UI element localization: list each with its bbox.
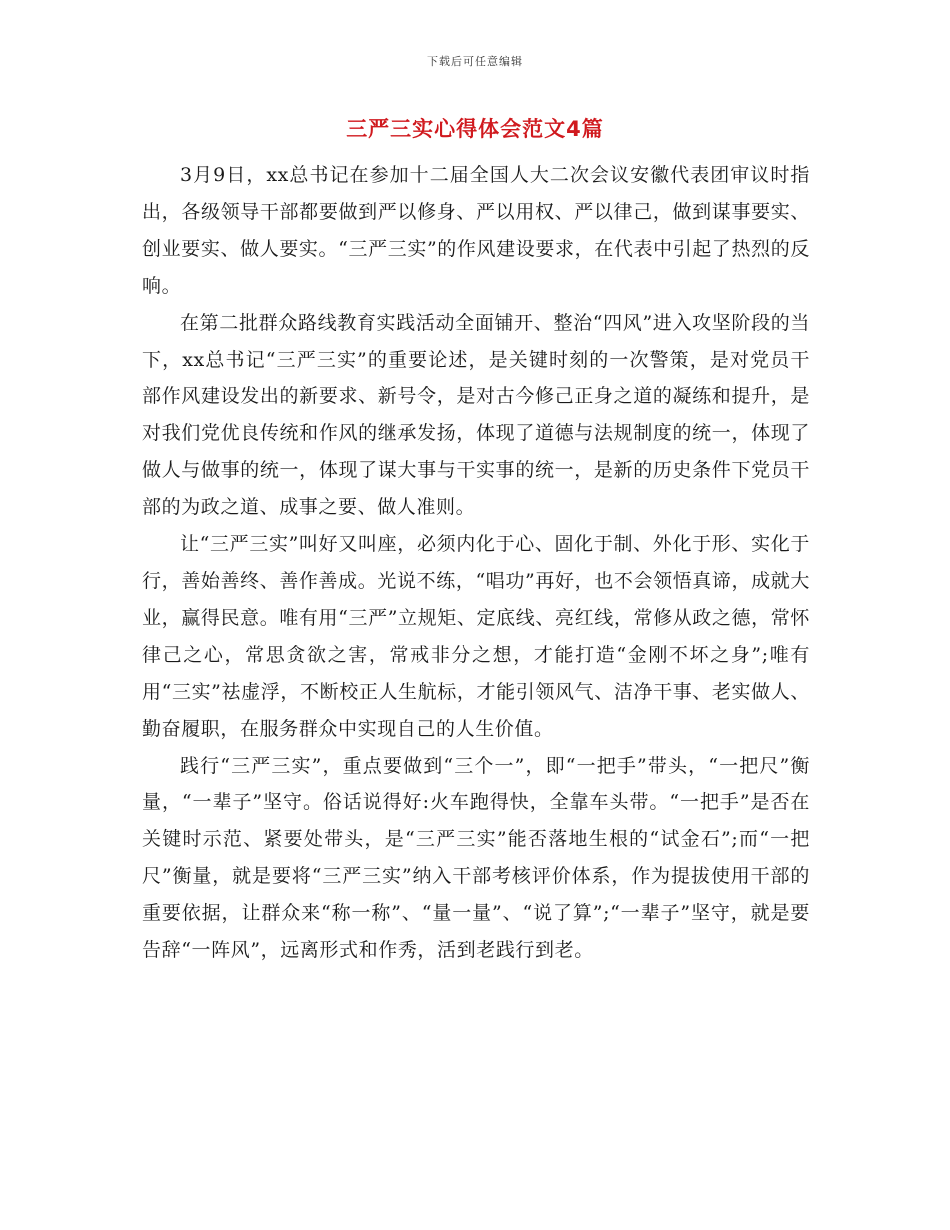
paragraph-4: 践行“三严三实”，重点要做到“三个一”，即“一把手”带头，“一把尺”衡量，“一辈子”坚守。俗话说得好:火车跑得快，全靠车头带。“一把手”是否在关键时示范、紧要处带头，是“三严三实”能否落地生根的“试金石”;而“一把尺”衡量，就是要将“三严三实”纳入干部考核评价体系，作为提拔使用干部的重要依据，让群众来“称一称”、“量一量”、“说了算”;“一辈子”坚守，就是要告辞“一阵风”，远离形式和作秀，活到老践行到老。 <box>142 754 810 962</box>
document-title: 三严三实心得体会范文4篇 <box>346 117 604 141</box>
paragraph-2: 在第二批群众路线教育实践活动全面铺开、整治“四风”进入攻坚阶段的当下，xx总书记“三严三实”的重要论述，是关键时刻的一次警策，是对党员干部作风建设发出的新要求、新号令，是对古今修己正身之道的凝练和提升，是对我们党优良传统和作风的继承发扬，体现了道德与法规制度的统一，体现了做人与做事的统一，体现了谋大事与干实事的统一，是新的历史条件下党员干部的为政之道、成事之要、做人准则。 <box>142 311 810 519</box>
paragraph-3: 让“三严三实”叫好又叫座，必须内化于心、固化于制、外化于形、实化于行，善始善终、善作善成。光说不练，“唱功”再好，也不会领悟真谛，成就大业，赢得民意。唯有用“三严”立规矩、定底线、亮红线，常修从政之德，常怀律己之心，常思贪欲之害，常戒非分之想，才能打造“金刚不坏之身”;唯有用“三实”祛虚浮，不断校正人生航标，才能引领风气、洁净干事、老实做人、勤奋履职，在服务群众中实现自己的人生价值。 <box>142 533 810 740</box>
document-body <box>142 157 810 969</box>
paragraph-1: 3月9日，xx总书记在参加十二届全国人大二次会议安徽代表团审议时指出，各级领导干部都要做到严以修身、严以用权、严以律己，做到谋事要实、创业要实、做人要实。“三严三实”的作风建设要求，在代表中引起了热烈的反响。 <box>142 164 810 297</box>
header-note: 下载后可任意编辑 <box>427 55 523 68</box>
